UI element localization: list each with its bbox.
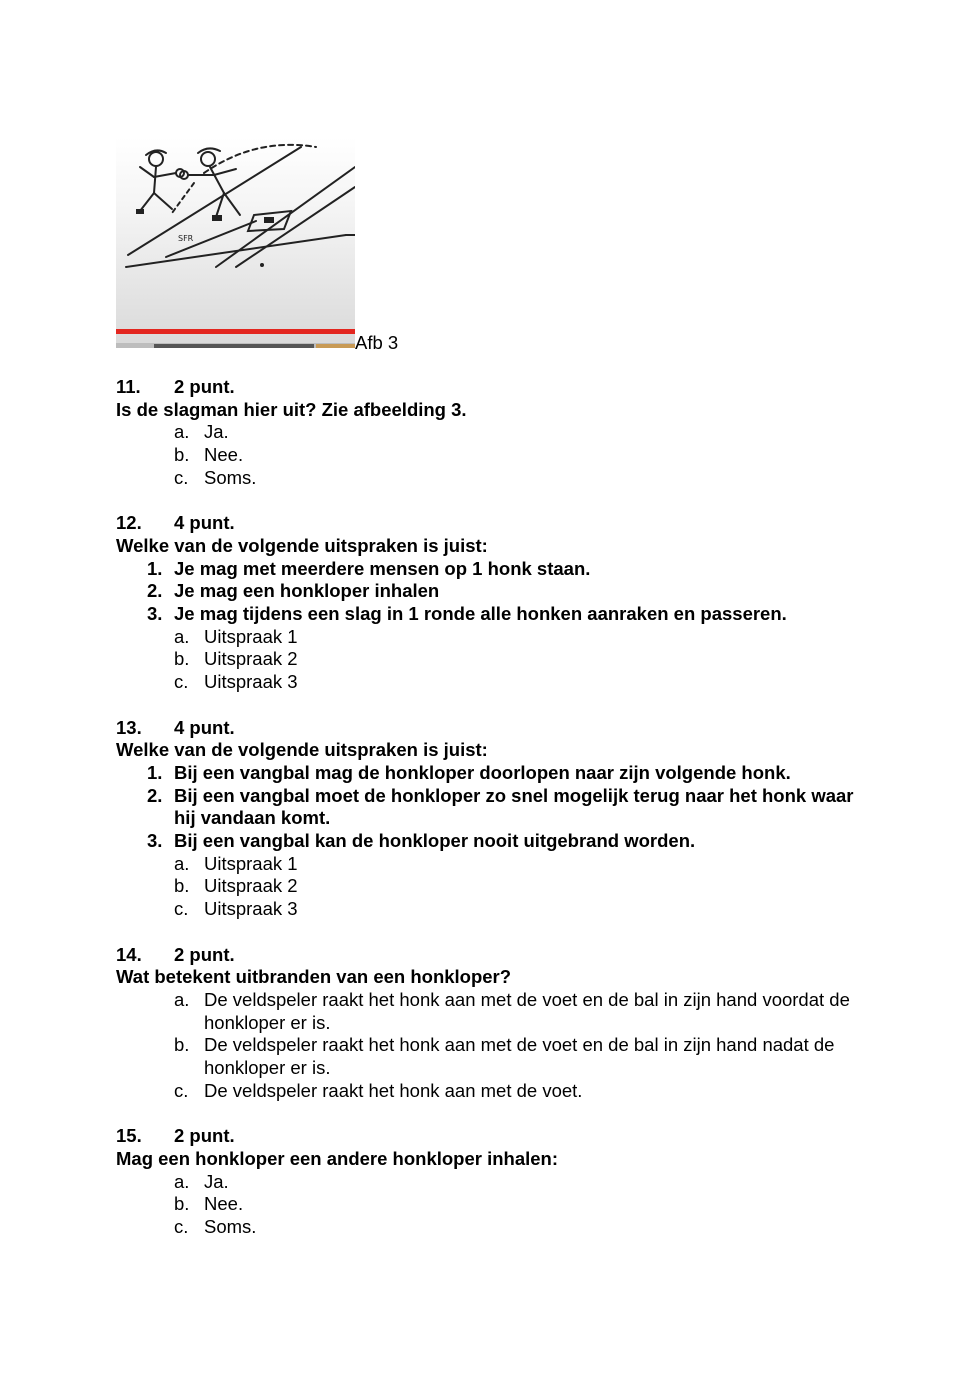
answer-option — [116, 989, 876, 1034]
statement-text: Bij een vangbal moet de honkloper zo snel mogelijk terug naar het honk waar hij vandaan komt. — [174, 784, 854, 829]
question-header — [116, 512, 876, 535]
option-text: Uitspraak 3 — [204, 898, 298, 920]
question-14 — [116, 944, 876, 1103]
question-number: 15. — [116, 1125, 142, 1147]
answer-option — [116, 626, 876, 649]
statement-item — [116, 830, 876, 853]
statement-item — [116, 558, 876, 581]
statement-text: Bij een vangbal kan de honkloper nooit uitgebrand worden. — [174, 830, 696, 852]
option-letter: b. — [174, 648, 190, 670]
statement-number: 2. — [147, 784, 163, 806]
figure-caption: Afb 3 — [355, 332, 399, 353]
option-letter: c. — [174, 671, 189, 693]
statement-number: 3. — [147, 830, 163, 852]
answer-option — [116, 875, 876, 898]
runner-sketch-icon — [116, 137, 355, 348]
statement-number: 2. — [147, 580, 163, 602]
baseball-illustration — [116, 137, 355, 348]
option-letter: b. — [174, 444, 190, 466]
statement-text: Je mag met meerdere mensen op 1 honk staan. — [174, 557, 591, 579]
option-text: Uitspraak 2 — [204, 648, 298, 670]
option-text: Ja. — [204, 1170, 229, 1192]
statement-item — [116, 762, 876, 785]
question-number: 11. — [116, 376, 141, 397]
statement-text: Je mag een honkloper inhalen — [174, 580, 440, 602]
option-letter: b. — [174, 1193, 190, 1215]
option-letter: b. — [174, 1034, 190, 1056]
question-header — [116, 944, 876, 967]
option-text: Ja. — [204, 421, 229, 443]
answer-option — [116, 1080, 876, 1103]
question-list — [116, 376, 876, 1261]
question-points: 4 punt. — [174, 716, 235, 738]
answer-option — [116, 421, 876, 444]
option-text: De veldspeler raakt het honk aan met de voet en de bal in zijn hand nadat de honkloper er is. — [204, 1034, 835, 1079]
option-letter: a. — [174, 988, 190, 1010]
question-header — [116, 1125, 876, 1148]
question-points: 2 punt. — [174, 943, 235, 965]
statement-text: Je mag tijdens een slag in 1 ronde alle honken aanraken en passeren. — [174, 603, 787, 625]
option-text: Uitspraak 2 — [204, 875, 298, 897]
answer-option — [116, 671, 876, 694]
question-number: 14. — [116, 943, 142, 965]
question-prompt: Wat betekent uitbranden van een honkloper? — [116, 966, 512, 988]
field-label: SFR — [178, 234, 194, 243]
question-11 — [116, 376, 876, 490]
option-text: Uitspraak 3 — [204, 671, 298, 693]
statement-item — [116, 603, 876, 626]
question-15 — [116, 1125, 876, 1239]
question-13 — [116, 717, 876, 921]
question-prompt: Welke van de volgende uitspraken is juist: — [116, 739, 488, 761]
question-number: 12. — [116, 512, 142, 534]
option-text: Soms. — [204, 1215, 257, 1237]
question-points: 2 punt. — [174, 376, 235, 397]
question-prompt: Mag een honkloper een andere honkloper inhalen: — [116, 1147, 559, 1169]
option-letter: a. — [174, 852, 190, 874]
statement-number: 1. — [147, 557, 163, 579]
answer-option — [116, 1193, 876, 1216]
question-header — [116, 717, 876, 740]
option-text: Nee. — [204, 1193, 244, 1215]
question-number: 13. — [116, 716, 142, 738]
statement-number: 1. — [147, 761, 163, 783]
option-text: Uitspraak 1 — [204, 852, 298, 874]
answer-option — [116, 898, 876, 921]
answer-option — [116, 853, 876, 876]
option-text: Soms. — [204, 466, 257, 488]
option-letter: a. — [174, 421, 190, 443]
option-letter: c. — [174, 1215, 189, 1237]
question-points: 4 punt. — [174, 512, 235, 534]
answer-option — [116, 648, 876, 671]
answer-option — [116, 1034, 876, 1079]
option-letter: a. — [174, 1170, 190, 1192]
option-text: Nee. — [204, 444, 244, 466]
option-text: De veldspeler raakt het honk aan met de voet en de bal in zijn hand voordat de honkloper er is. — [204, 988, 850, 1033]
question-header — [116, 376, 876, 399]
option-letter: b. — [174, 875, 190, 897]
question-12 — [116, 512, 876, 694]
statement-item — [116, 785, 876, 830]
statement-item — [116, 580, 876, 603]
question-prompt: Is de slagman hier uit? Zie afbeelding 3. — [116, 398, 467, 420]
option-letter: c. — [174, 1079, 189, 1101]
statement-number: 3. — [147, 603, 163, 625]
option-letter: c. — [174, 898, 189, 920]
statement-text: Bij een vangbal mag de honkloper doorlopen naar zijn volgende honk. — [174, 761, 791, 783]
option-text: De veldspeler raakt het honk aan met de voet. — [204, 1079, 583, 1101]
question-points: 2 punt. — [174, 1125, 235, 1147]
answer-option — [116, 467, 876, 490]
answer-option — [116, 444, 876, 467]
option-text: Uitspraak 1 — [204, 625, 298, 647]
answer-option — [116, 1216, 876, 1239]
option-letter: c. — [174, 466, 189, 488]
option-letter: a. — [174, 625, 190, 647]
question-prompt: Welke van de volgende uitspraken is juist: — [116, 534, 488, 556]
answer-option — [116, 1171, 876, 1194]
